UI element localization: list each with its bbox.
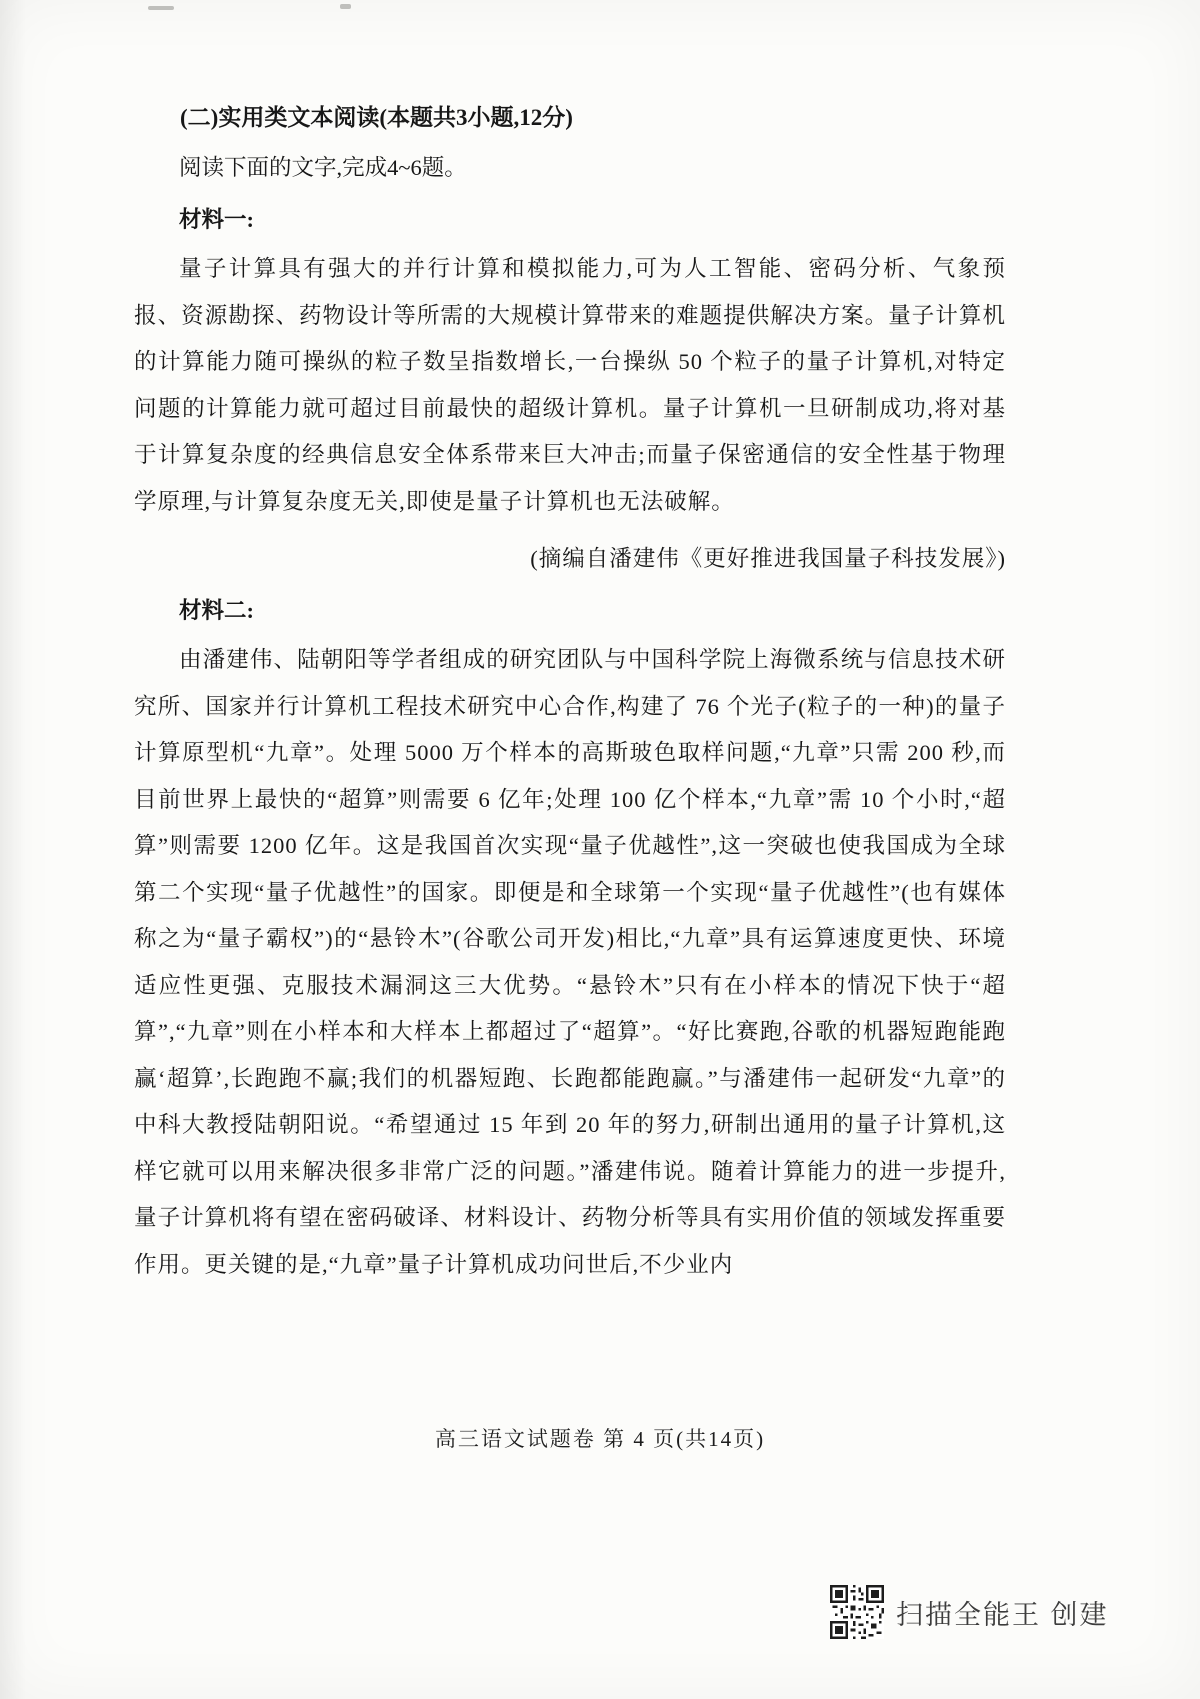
material2-label: 材料二: (179, 598, 254, 623)
material2-paragraph: 由潘建伟、陆朝阳等学者组成的研究团队与中国科学院上海微系统与信息技术研究所、国家并行计算机工程技术研究中心合作,构建了 76 个光子(粒子的一种)的量子计算原型机“九章”。处理 5000 万个样本的高斯玻色取样问题,“九章”只需 200 秒,而目前世界上最快的“超算”则需要 6 亿年;处理 100 亿个样本,“九章”需 10 个小时,“超算”则需要 1200 亿年。这是我国首次实现“量子优越性”,这一突破也使我国成为全球第二个实现“量子优越性”的国家。即便是和全球第一个实现“量子优越性”(也有媒体称之为“量子霸权”)的“悬铃木”(谷歌公司开发)相比,“九章”具有运算速度更快、环境适应性更强、克服技术漏洞这三大优势。“悬铃木”只有在小样本的情况下快于“超算”,“九章”则在小样本和大样本上都超过了“超算”。“好比赛跑,谷歌的机器短跑能跑赢‘超算’,长跑跑不赢;我们的机器短跑、长跑都能跑赢。”与潘建伟一起研发“九章”的中科大教授陆朝阳说。“希望通过 15 年到 20 年的努力,研制出通用的量子计算机,这样它就可以用来解决很多非常广泛的问题。”潘建伟说。随着计算能力的进一步提升,量子计算机将有望在密码破译、材料设计、药物分析等具有实用价值的领域发挥重要作用。更关键的是,“九章”量子计算机成功问世后,不少业内 (134, 647, 1006, 1277)
scan-artifact (340, 4, 351, 9)
scanner-credit-text: 扫描全能王 创建 (896, 1599, 1109, 1630)
material1-attribution: (摘编自潘建伟《更好推进我国量子科技发展》) (530, 546, 1006, 571)
page-footer: 高三语文试题卷 第 4 页(共14页) (434, 1427, 766, 1451)
scanner-credit-block (830, 1585, 1109, 1639)
qr-code-icon (830, 1585, 884, 1639)
section-title: (二)实用类文本阅读(本题共3小题,12分) (180, 105, 573, 130)
material1-label: 材料一: (179, 207, 254, 232)
scan-artifact (148, 6, 174, 10)
instruction-text: 阅读下面的文字,完成4~6题。 (179, 155, 467, 180)
exam-content (134, 94, 1006, 1288)
material1-paragraph: 量子计算具有强大的并行计算和模拟能力,可为人工智能、密码分析、气象预报、资源勘探、药物设计等所需的大规模计算带来的难题提供解决方案。量子计算机的计算能力随可操纵的粒子数呈指数增长,一台操纵 50 个粒子的量子计算机,对特定问题的计算能力就可超过目前最快的超级计算机。量子计算机一旦研制成功,将对基于计算复杂度的经典信息安全体系带来巨大冲击;而量子保密通信的安全性基于物理学原理,与计算复杂度无关,即使是量子计算机也无法破解。 (134, 256, 1006, 514)
